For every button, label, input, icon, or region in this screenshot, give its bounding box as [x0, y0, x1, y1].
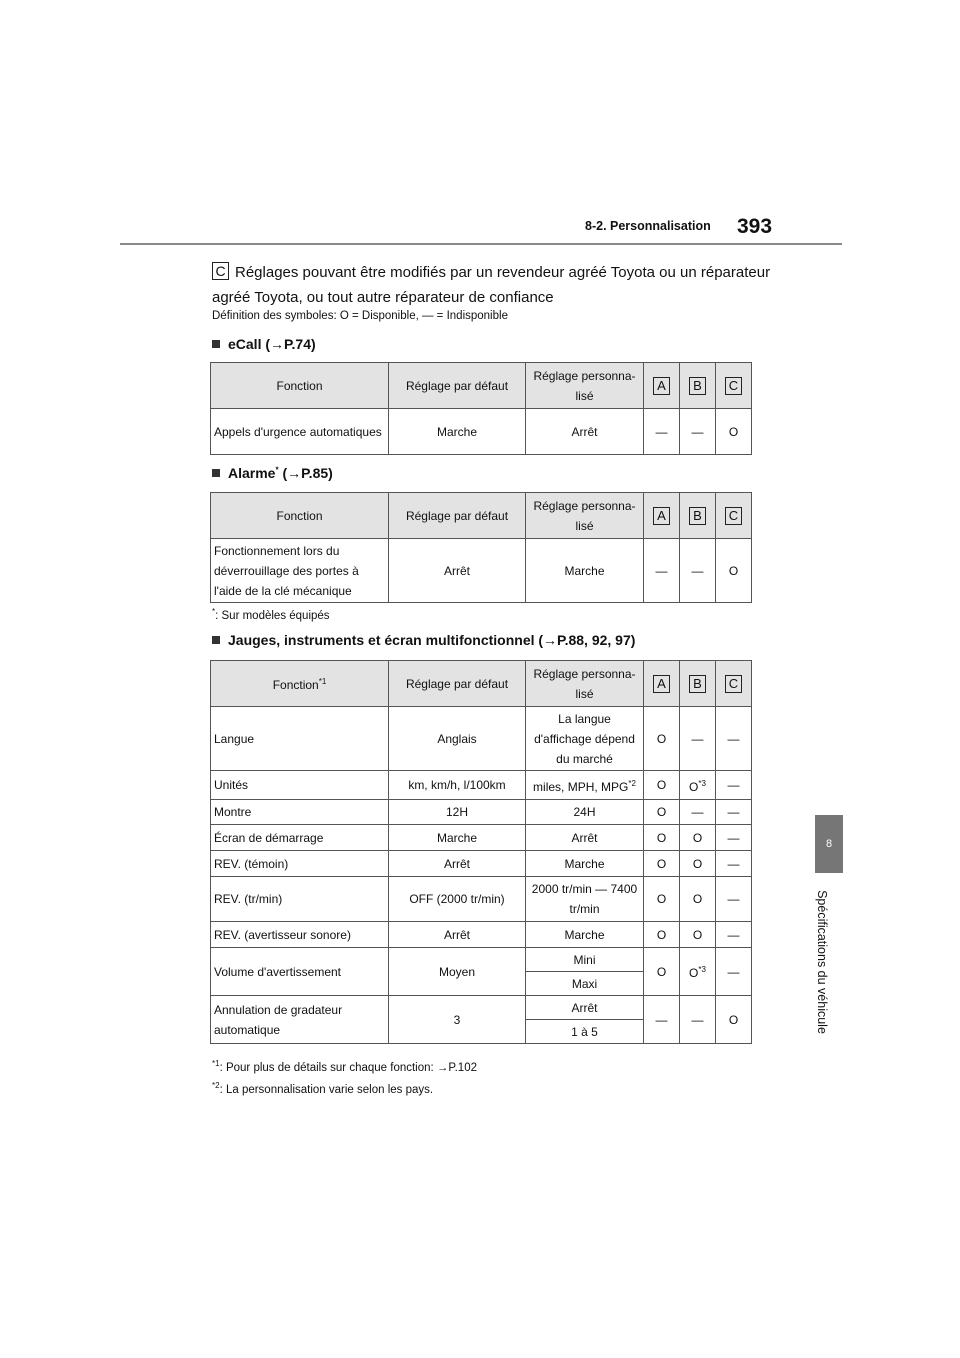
table-header-row [211, 493, 752, 539]
cell-function: Montre [211, 800, 389, 825]
page-number: 393 [737, 215, 773, 238]
cell-a: O [644, 877, 680, 922]
cell-c: — [716, 922, 752, 948]
letter-c-box: C [212, 262, 229, 280]
col-custom: Réglage personna-lisé [526, 363, 644, 409]
letter-a-box: A [653, 377, 670, 395]
footnote-text: : La personnalisation varie selon les pays. [219, 1083, 434, 1096]
cell-b-sup: *3 [698, 778, 706, 788]
table-row [211, 707, 752, 771]
cell-function: REV. (tr/min) [211, 877, 389, 922]
col-function-label: Fonction [272, 678, 319, 692]
col-default: Réglage par défaut [389, 493, 526, 539]
cell-b: O [680, 922, 716, 948]
cell-a: O [644, 948, 680, 996]
cell-custom: Arrêt [526, 825, 644, 851]
col-function-sup: *1 [318, 677, 327, 686]
cell-custom: 1 à 5 [526, 1020, 644, 1044]
header-divider [120, 243, 842, 245]
alarme-title-ref: (→P.85) [278, 465, 333, 481]
letter-b-box: B [689, 507, 706, 525]
alarme-footnote [212, 607, 330, 622]
ecall-heading [212, 336, 316, 352]
cell-function: Écran de démarrage [211, 825, 389, 851]
letter-c-box: C [725, 507, 742, 525]
cell-a: — [644, 539, 680, 603]
col-function: Fonction [211, 363, 389, 409]
cell-function: Annulation de gradateur automatique [211, 996, 389, 1044]
col-custom: Réglage personna-lisé [526, 661, 644, 707]
cell-custom: Marche [526, 851, 644, 877]
cell-a: O [644, 707, 680, 771]
cell-b: — [680, 409, 716, 455]
cell-custom: Marche [526, 922, 644, 948]
cell-custom: La langue d'affichage dépend du marché [526, 707, 644, 771]
cell-default: Arrêt [389, 539, 526, 603]
cell-default: Arrêt [389, 922, 526, 948]
cell-b [680, 948, 716, 996]
table-row [211, 877, 752, 922]
letter-a-box: A [653, 675, 670, 693]
alarme-heading [212, 465, 333, 481]
cell-b: O [680, 877, 716, 922]
cell-custom: 2000 tr/min — 7400 tr/min [526, 877, 644, 922]
cell-default: km, km/h, l/100km [389, 771, 526, 800]
cell-default: OFF (2000 tr/min) [389, 877, 526, 922]
cell-a: O [644, 825, 680, 851]
cell-a: O [644, 771, 680, 800]
cell-b [680, 771, 716, 800]
cell-function: REV. (témoin) [211, 851, 389, 877]
table-header-row [211, 363, 752, 409]
cell-c: — [716, 707, 752, 771]
cell-c: O [716, 409, 752, 455]
cell-b-text: O [689, 966, 699, 980]
intro-paragraph [212, 260, 772, 310]
jauges-footnote-1 [212, 1059, 477, 1074]
table-row [211, 851, 752, 877]
cell-default: 3 [389, 996, 526, 1044]
cell-a: — [644, 409, 680, 455]
col-function [211, 661, 389, 707]
cell-default: 12H [389, 800, 526, 825]
cell-custom-text: miles, MPH, MPG [533, 779, 629, 794]
footnote-text: : Pour plus de détails sur chaque fonction: →P.102 [219, 1061, 477, 1074]
table-row [211, 800, 752, 825]
alarme-title-sup: * [275, 465, 279, 475]
cell-default: Marche [389, 825, 526, 851]
chapter-tab-number: 8 [825, 838, 833, 850]
cell-c: — [716, 771, 752, 800]
ecall-table [210, 362, 752, 455]
letter-c-box: C [725, 675, 742, 693]
cell-function: Appels d'urgence automatiques [211, 409, 389, 455]
cell-function: REV. (avertisseur sonore) [211, 922, 389, 948]
jauges-title: Jauges, instruments et écran multifonctionnel (→P.88, 92, 97) [228, 632, 636, 648]
cell-c: — [716, 825, 752, 851]
cell-function: Unités [211, 771, 389, 800]
cell-a: — [644, 996, 680, 1044]
jauges-footnote-2 [212, 1081, 433, 1096]
cell-custom: Mini [526, 948, 644, 972]
intro-text: Réglages pouvant être modifiés par un revendeur agréé Toyota ou un réparateur agréé Toyota, ou tout autre réparateur de confiance [212, 264, 771, 306]
jauges-heading [212, 632, 635, 648]
letter-b-box: B [689, 675, 706, 693]
section-title: 8-2. Personnalisation [585, 219, 711, 233]
alarme-title: Alarme [228, 465, 276, 481]
cell-a: O [644, 800, 680, 825]
cell-c: — [716, 800, 752, 825]
cell-b-text: O [689, 779, 699, 794]
chapter-tab-label: Spécifications du véhicule [815, 890, 829, 1034]
symbol-definitions: Définition des symboles: O = Disponible, — = Indisponible [212, 310, 508, 322]
table-row [211, 948, 752, 972]
cell-custom: Arrêt [526, 996, 644, 1020]
table-row [211, 922, 752, 948]
cell-b: — [680, 539, 716, 603]
cell-custom: Marche [526, 539, 644, 603]
cell-default: Anglais [389, 707, 526, 771]
cell-custom: Maxi [526, 972, 644, 996]
cell-default: Marche [389, 409, 526, 455]
col-custom: Réglage personna-lisé [526, 493, 644, 539]
cell-a: O [644, 922, 680, 948]
cell-c: O [716, 539, 752, 603]
cell-b: — [680, 707, 716, 771]
bullet-square-icon [212, 469, 220, 477]
bullet-square-icon [212, 340, 220, 348]
cell-custom: Arrêt [526, 409, 644, 455]
jauges-table [210, 660, 752, 1044]
col-function: Fonction [211, 493, 389, 539]
cell-b-sup: *3 [698, 965, 706, 974]
cell-custom-sup: *2 [628, 778, 636, 788]
footnote-mark: *1 [212, 1059, 220, 1068]
letter-b-box: B [689, 377, 706, 395]
cell-b: — [680, 800, 716, 825]
table-header-row [211, 661, 752, 707]
cell-c: — [716, 877, 752, 922]
cell-a: O [644, 851, 680, 877]
alarme-table [210, 492, 752, 603]
cell-c: — [716, 851, 752, 877]
ecall-title: eCall (→P.74) [228, 336, 316, 352]
cell-function: Langue [211, 707, 389, 771]
col-default: Réglage par défaut [389, 661, 526, 707]
cell-function: Volume d'avertissement [211, 948, 389, 996]
bullet-square-icon [212, 636, 220, 644]
cell-b: — [680, 996, 716, 1044]
table-row [211, 539, 752, 603]
cell-custom: 24H [526, 800, 644, 825]
cell-c: O [716, 996, 752, 1044]
cell-default: Arrêt [389, 851, 526, 877]
cell-c: — [716, 948, 752, 996]
col-default: Réglage par défaut [389, 363, 526, 409]
cell-custom [526, 771, 644, 800]
table-row [211, 996, 752, 1020]
cell-default: Moyen [389, 948, 526, 996]
letter-c-box: C [725, 377, 742, 395]
letter-a-box: A [653, 507, 670, 525]
footnote-mark: *2 [212, 1081, 220, 1090]
footnote-text: : Sur modèles équipés [215, 609, 330, 622]
footnote-mark: * [212, 607, 216, 616]
table-row [211, 409, 752, 455]
cell-b: O [680, 825, 716, 851]
cell-function: Fonctionnement lors du déverrouillage des portes à l'aide de la clé mécanique [211, 539, 389, 603]
table-row [211, 771, 752, 800]
cell-b: O [680, 851, 716, 877]
table-row [211, 825, 752, 851]
